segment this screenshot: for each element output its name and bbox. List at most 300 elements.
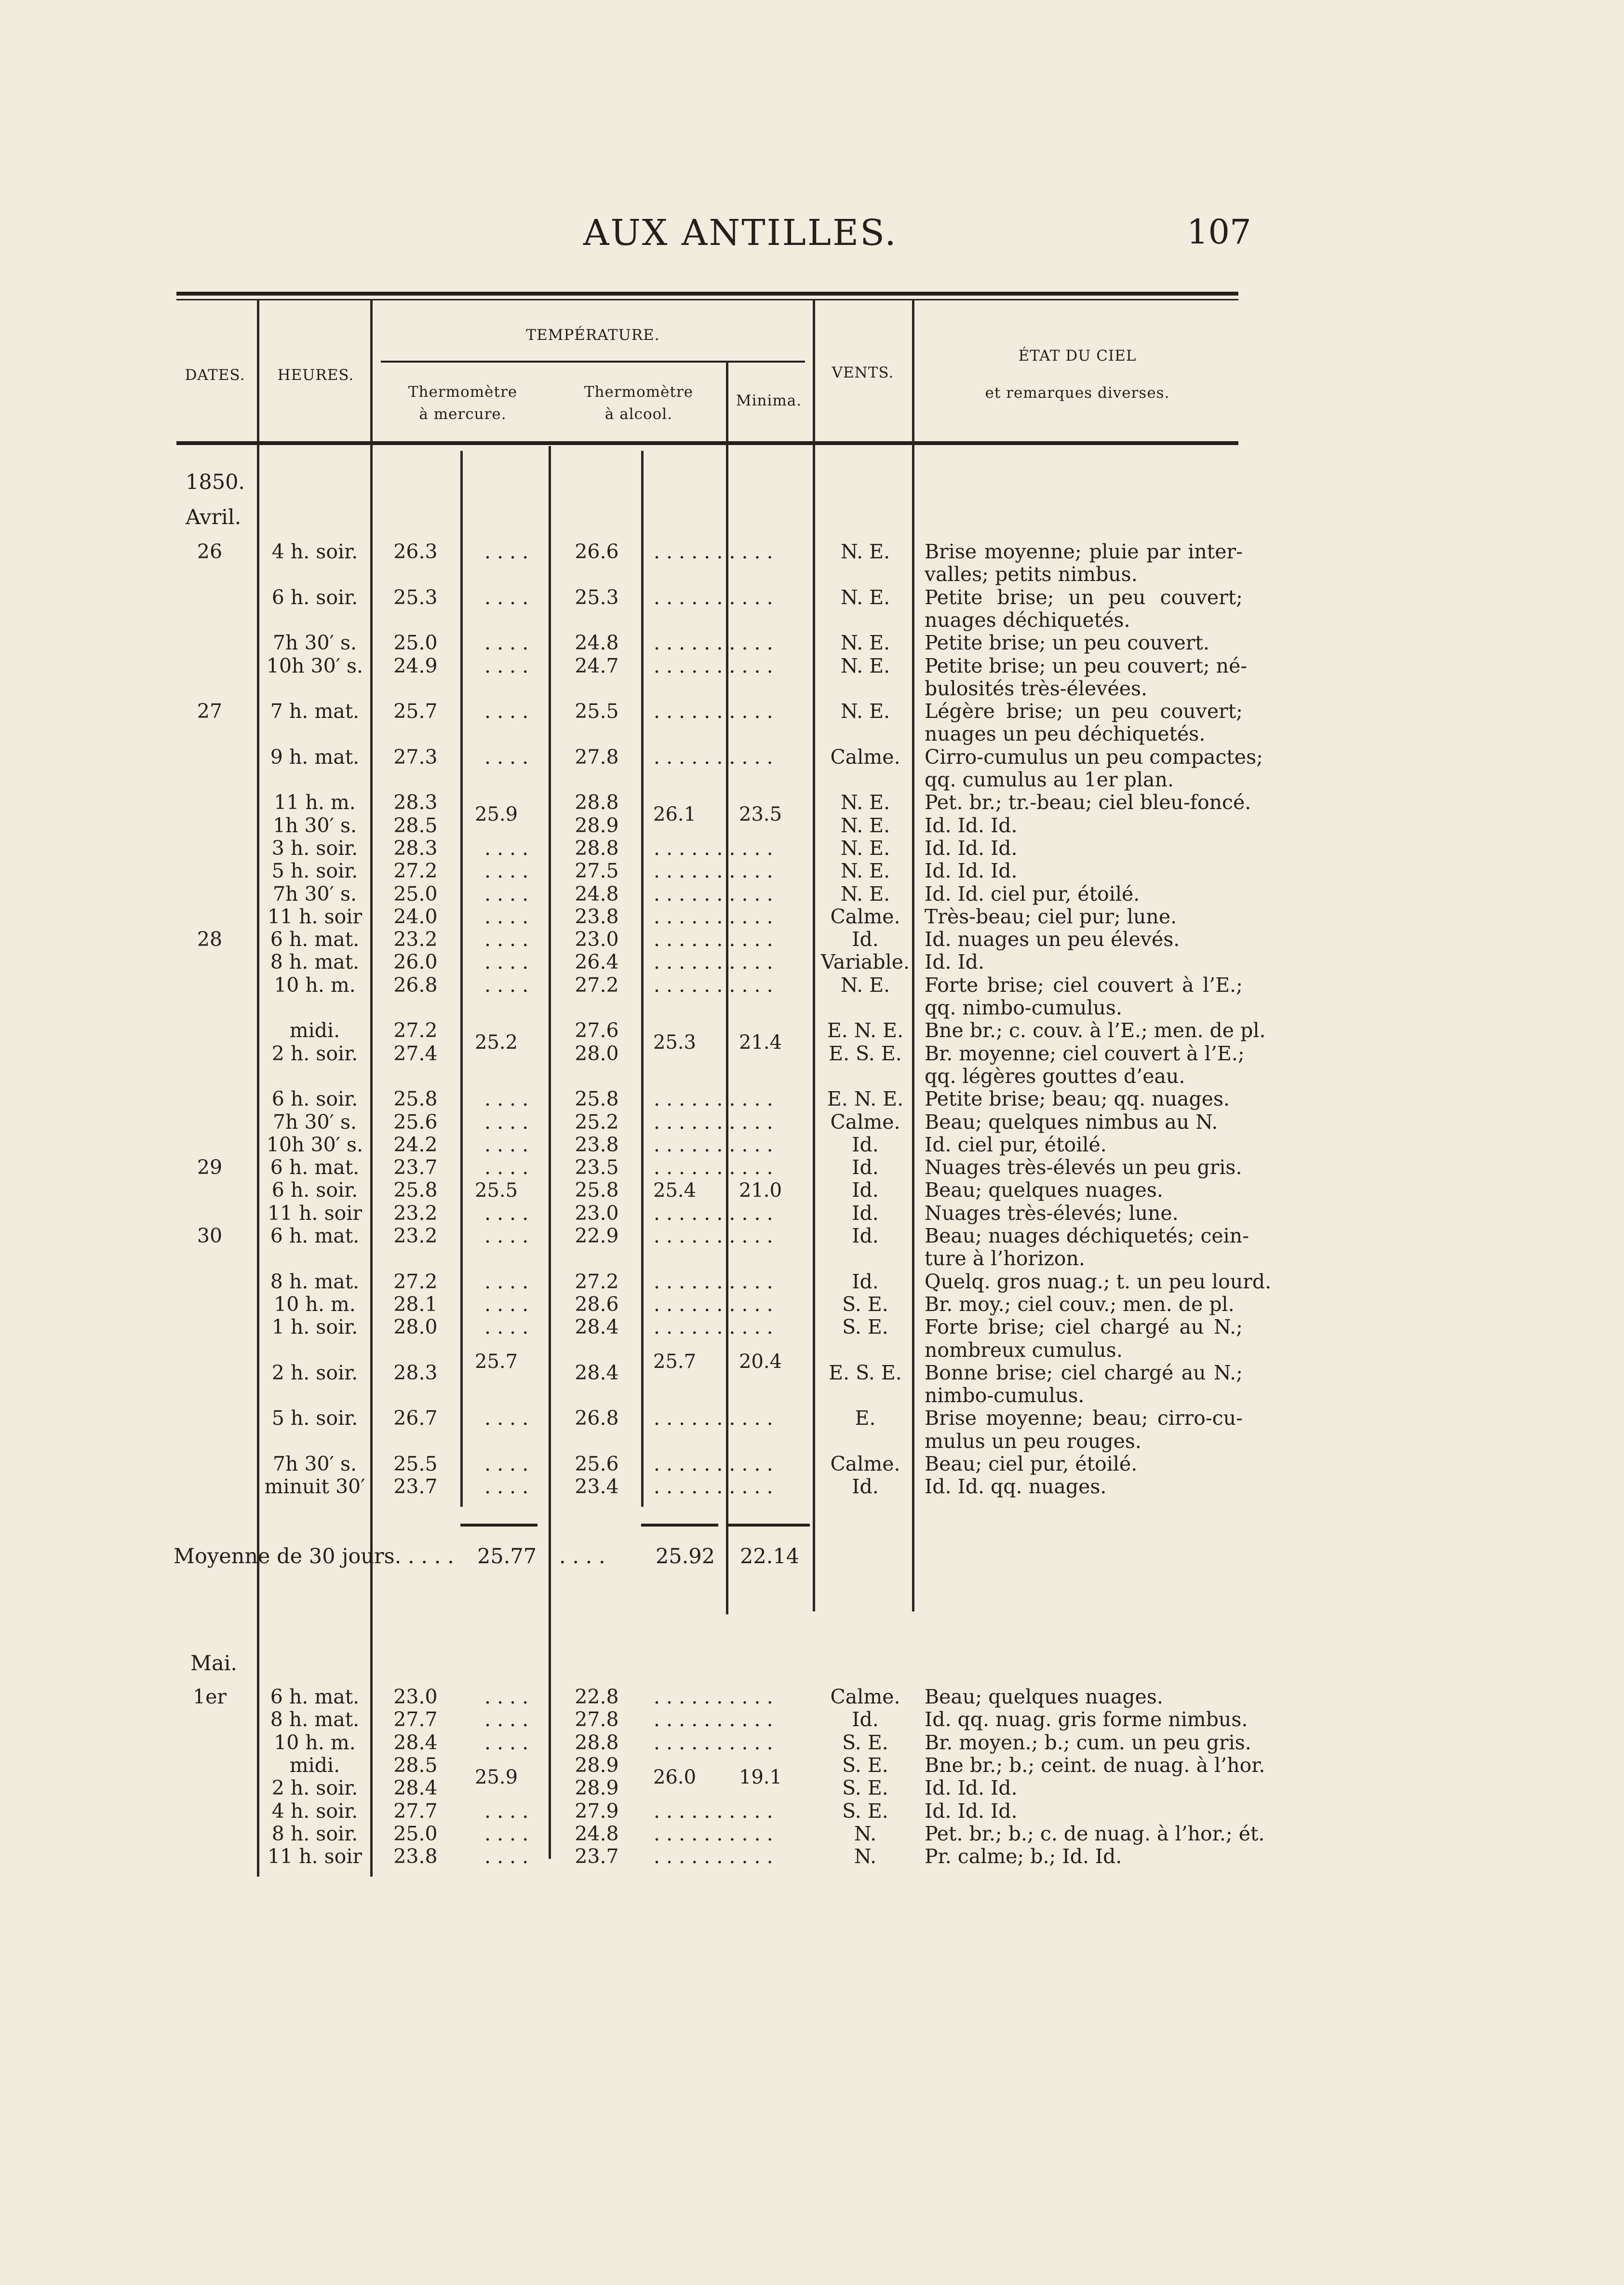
vent-cell: Id.	[852, 1224, 879, 1247]
alcool-cell: 25.6	[575, 1452, 619, 1475]
alcool-cell: 24.8	[575, 1822, 619, 1845]
mercure-cell: 28.1	[393, 1292, 438, 1316]
alcool-dots: . . . . . . . . . .	[654, 631, 773, 655]
remarque-cell: Petite brise; un peu couvert.	[925, 631, 1209, 655]
table-row	[0, 1361, 1624, 1384]
hour-cell: 7 h. mat.	[270, 700, 360, 723]
alcool-cell: 24.8	[575, 631, 619, 655]
vent-cell: N. E.	[840, 836, 890, 860]
alcool-dots: . . . . . . . . . .	[654, 1799, 773, 1823]
mercure-dots: . . . .	[484, 882, 529, 906]
alcool-dots: . . . . . . . . . .	[654, 1708, 773, 1731]
alcool-dots: . . . . . . . . . .	[654, 1475, 773, 1499]
table-row	[0, 722, 1624, 745]
hour-cell: midi.	[289, 1753, 340, 1777]
remarque-cell: qq. légères gouttes d’eau.	[925, 1064, 1185, 1088]
daily-alcool: 25.3	[653, 1031, 697, 1054]
table-row	[0, 745, 1624, 769]
alcool-cell: 27.2	[575, 973, 619, 997]
remarque-cell: ture à l’horizon.	[925, 1247, 1085, 1271]
mercure-dots: . . . .	[484, 1845, 529, 1868]
remarque-cell: Id. Id. Id.	[925, 1799, 1018, 1823]
table-row	[0, 540, 1624, 563]
mercure-dots: . . . .	[484, 1822, 529, 1845]
remarque-cell: Cirro-cumulus un peu compactes;	[925, 745, 1263, 769]
daily-mercure: 25.5	[475, 1179, 518, 1202]
remarque-cell: Pet. br.; tr.-beau; ciel bleu-foncé.	[925, 791, 1251, 814]
daily-minima: 21.0	[739, 1179, 782, 1202]
hour-cell: 2 h. soir.	[271, 1776, 358, 1800]
vent-cell: S. E.	[842, 1315, 888, 1339]
alcool-dots: . . . . . . . . . .	[654, 745, 773, 769]
remarque-cell: Beau; ciel pur, étoilé.	[925, 1452, 1138, 1475]
alcool-cell: 27.5	[575, 859, 619, 883]
alcool-cell: 25.3	[575, 585, 619, 609]
temperature-brace	[381, 361, 805, 363]
alcool-cell: 27.6	[575, 1019, 619, 1042]
alcool-cell: 27.2	[575, 1270, 619, 1293]
table-row	[0, 1708, 1624, 1731]
mercure-dots: . . . .	[484, 836, 529, 860]
remarque-cell: Beau; quelques nimbus au N.	[925, 1110, 1218, 1134]
remarque-cell: Nuages très-élevés un peu gris.	[925, 1156, 1242, 1179]
alcool-dots: . . . . . . . . . .	[654, 928, 773, 951]
remarque-cell: Nuages très-élevés; lune.	[925, 1201, 1179, 1225]
remarque-cell: Bne br.; b.; ceint. de nuag. à l’hor.	[925, 1753, 1265, 1777]
mercure-cell: 27.2	[393, 1019, 438, 1042]
mercure-dots: . . . .	[484, 631, 529, 655]
mercure-cell: 23.2	[393, 928, 438, 951]
remarque-cell: Id. Id. Id.	[925, 836, 1018, 860]
alcool-dots: . . . . . . . . . .	[654, 1731, 773, 1754]
daily-minima: 23.5	[739, 803, 782, 825]
hour-cell: 8 h. soir.	[271, 1822, 358, 1845]
vent-cell: N. E.	[840, 540, 890, 563]
mercure-dots: . . . .	[484, 1685, 529, 1708]
alcool-cell: 25.8	[575, 1178, 619, 1202]
mercure-cell: 23.8	[393, 1845, 438, 1868]
hour-cell: 6 h. soir.	[271, 1087, 358, 1111]
vent-cell: N. E.	[840, 700, 890, 723]
table-row	[0, 1178, 1624, 1202]
mercure-cell: 27.4	[393, 1041, 438, 1065]
col-temperature: TEMPÉRATURE.	[526, 326, 660, 344]
moyenne-rule-mercure	[460, 1524, 537, 1527]
mercure-dots: . . . .	[484, 1799, 529, 1823]
col-etat-2: et remarques diverses.	[985, 384, 1170, 402]
daily-alcool: 26.0	[653, 1766, 697, 1788]
table-row	[0, 1224, 1624, 1247]
mercure-dots: . . . .	[484, 1731, 529, 1754]
col-mercure-2: à mercure.	[419, 406, 507, 423]
alcool-dots: . . . . . . . . . .	[654, 1406, 773, 1430]
alcool-cell: 25.2	[575, 1110, 619, 1134]
alcool-cell: 28.8	[575, 1731, 619, 1754]
table-row	[0, 1156, 1624, 1179]
header-rule	[176, 441, 1238, 445]
mercure-cell: 23.7	[393, 1475, 438, 1499]
vent-cell: Id.	[852, 928, 879, 951]
alcool-dots: . . . . . . . . . .	[654, 1315, 773, 1339]
remarque-cell: bulosités très-élevées.	[925, 676, 1148, 700]
mercure-cell: 23.2	[393, 1201, 438, 1225]
mercure-dots: . . . .	[484, 1708, 529, 1731]
date-cell: 26	[197, 540, 223, 563]
alcool-cell: 23.4	[575, 1475, 619, 1499]
moyenne-label: Moyenne de 30 jours. . . . .	[174, 1544, 454, 1568]
col-alcool-2: à alcool.	[604, 406, 673, 423]
mercure-cell: 27.7	[393, 1799, 438, 1823]
vent-cell: Id.	[852, 1201, 879, 1225]
alcool-dots: . . . . . . . . . .	[654, 905, 773, 928]
alcool-cell: 23.7	[575, 1845, 619, 1868]
remarque-cell: Bonne brise; ciel chargé au N.;	[925, 1361, 1243, 1384]
alcool-dots: . . . . . . . . . .	[654, 1110, 773, 1134]
col-vents: VENTS.	[832, 364, 894, 381]
hour-cell: 6 h. soir.	[271, 1178, 358, 1202]
mercure-cell: 26.7	[393, 1406, 438, 1430]
remarque-cell: Br. moyenne; ciel couvert à l’E.;	[925, 1041, 1245, 1065]
remarque-cell: Id. Id. qq. nuages.	[925, 1475, 1107, 1499]
mercure-cell: 26.0	[393, 950, 438, 974]
table-row	[0, 1754, 1624, 1777]
remarque-cell: Beau; quelques nuages.	[925, 1685, 1163, 1708]
mercure-dots: . . . .	[484, 905, 529, 928]
alcool-cell: 22.8	[575, 1685, 619, 1708]
hour-cell: 4 h. soir.	[271, 1799, 358, 1823]
alcool-cell: 28.8	[575, 836, 619, 860]
alcool-cell: 26.8	[575, 1406, 619, 1430]
alcool-dots: . . . . . . . . . .	[654, 1201, 773, 1225]
hour-cell: 7h 30′ s.	[272, 1452, 357, 1475]
remarque-cell: Bne br.; c. couv. à l’E.; men. de pl.	[925, 1019, 1266, 1042]
table-row	[0, 1133, 1624, 1156]
alcool-cell: 28.9	[575, 813, 619, 837]
mercure-dots: . . . .	[484, 745, 529, 769]
mercure-dots: . . . .	[484, 540, 529, 563]
vent-cell: Id.	[852, 1475, 879, 1499]
vent-cell: Id.	[852, 1708, 879, 1731]
moyenne-dots: . . . .	[559, 1544, 605, 1568]
alcool-cell: 28.6	[575, 1292, 619, 1316]
alcool-dots: . . . . . . . . . .	[654, 654, 773, 677]
vent-cell: Calme.	[830, 1110, 900, 1134]
table-row	[0, 1776, 1624, 1799]
moyenne-alcool: 25.92	[656, 1544, 715, 1568]
mercure-cell: 28.3	[393, 836, 438, 860]
moyenne-minima: 22.14	[740, 1544, 800, 1568]
col-heures: HEURES.	[277, 366, 354, 384]
alcool-cell: 28.0	[575, 1041, 619, 1065]
table-row	[0, 1339, 1624, 1362]
remarque-cell: Id. ciel pur, étoilé.	[925, 1133, 1107, 1156]
alcool-cell: 23.8	[575, 1133, 619, 1156]
table-row	[0, 1430, 1624, 1453]
mercure-cell: 25.6	[393, 1110, 438, 1134]
remarque-cell: nuages déchiquetés.	[925, 608, 1130, 632]
vent-cell: Id.	[852, 1156, 879, 1179]
page-title: AUX ANTILLES.	[583, 212, 898, 254]
vent-cell: N.	[854, 1822, 877, 1845]
remarque-cell: Légère brise; un peu couvert;	[925, 700, 1243, 723]
vent-cell: Id.	[852, 1178, 879, 1202]
moyenne-mercure: 25.77	[477, 1544, 537, 1568]
hour-cell: 6 h. mat.	[270, 1224, 360, 1247]
alcool-dots: . . . . . . . . . .	[654, 700, 773, 723]
col-minima: Minima.	[736, 392, 802, 409]
top-rule	[176, 292, 1238, 296]
remarque-cell: Beau; nuages déchiquetés; cein-	[925, 1224, 1249, 1247]
vent-cell: Variable.	[820, 950, 910, 974]
remarque-cell: Br. moyen.; b.; cum. un peu gris.	[925, 1731, 1251, 1754]
vent-cell: N. E.	[840, 631, 890, 655]
month-label-mai: Mai.	[190, 1651, 238, 1676]
mercure-cell: 23.2	[393, 1224, 438, 1247]
mercure-cell: 28.5	[393, 1753, 438, 1777]
mercure-dots: . . . .	[484, 1087, 529, 1111]
mercure-cell: 25.0	[393, 1822, 438, 1845]
daily-minima: 20.4	[739, 1351, 782, 1373]
table-row	[0, 677, 1624, 700]
hour-cell: 10h 30′ s.	[266, 654, 363, 677]
remarque-cell: Id. Id.	[925, 950, 984, 974]
moyenne-rule-alcool	[641, 1524, 718, 1527]
vent-cell: S. E.	[842, 1731, 888, 1754]
hour-cell: 2 h. soir.	[271, 1041, 358, 1065]
table-row	[0, 563, 1624, 586]
mercure-dots: . . . .	[484, 1224, 529, 1247]
table-row	[0, 928, 1624, 951]
remarque-cell: Forte brise; ciel couvert à l’E.;	[925, 973, 1243, 997]
hour-cell: 6 h. mat.	[270, 1156, 360, 1179]
alcool-cell: 27.8	[575, 745, 619, 769]
vent-cell: N. E.	[840, 791, 890, 814]
alcool-cell: 26.4	[575, 950, 619, 974]
mercure-dots: . . . .	[484, 1133, 529, 1156]
vent-cell: E. S. E.	[829, 1361, 902, 1384]
alcool-dots: . . . . . . . . . .	[654, 1133, 773, 1156]
alcool-dots: . . . . . . . . . .	[654, 1822, 773, 1845]
table-row	[0, 1019, 1624, 1042]
date-cell: 1er	[193, 1685, 227, 1708]
hour-cell: 1h 30′ s.	[272, 813, 357, 837]
table-row	[0, 654, 1624, 677]
alcool-dots: . . . . . . . . . .	[654, 1224, 773, 1247]
vent-cell: N. E.	[840, 813, 890, 837]
daily-mercure: 25.2	[475, 1031, 518, 1054]
table-row	[0, 814, 1624, 837]
remarque-cell: Petite brise; beau; qq. nuages.	[925, 1087, 1230, 1111]
hour-cell: 5 h. soir.	[271, 859, 358, 883]
hour-cell: 8 h. mat.	[270, 1270, 360, 1293]
year-label: 1850.	[186, 470, 245, 494]
table-row	[0, 608, 1624, 632]
alcool-cell: 28.8	[575, 791, 619, 814]
vent-cell: N. E.	[840, 859, 890, 883]
vent-cell: E. N. E.	[827, 1087, 904, 1111]
mercure-cell: 25.0	[393, 631, 438, 655]
hour-cell: 11 h. soir	[267, 905, 362, 928]
mercure-cell: 28.4	[393, 1731, 438, 1754]
remarque-cell: mulus un peu rouges.	[925, 1429, 1141, 1453]
page-header	[0, 212, 1624, 270]
mercure-dots: . . . .	[484, 585, 529, 609]
mercure-dots: . . . .	[484, 1110, 529, 1134]
alcool-dots: . . . . . . . . . .	[654, 1452, 773, 1475]
date-cell: 30	[197, 1224, 223, 1247]
remarque-cell: qq. nimbo-cumulus.	[925, 996, 1122, 1019]
alcool-dots: . . . . . . . . . .	[654, 859, 773, 883]
mercure-cell: 25.8	[393, 1087, 438, 1111]
table-row	[0, 1293, 1624, 1316]
mercure-dots: . . . .	[484, 1475, 529, 1499]
daily-mercure: 25.9	[475, 803, 518, 825]
mercure-dots: . . . .	[484, 1292, 529, 1316]
page-number: 107	[1187, 212, 1251, 252]
mercure-dots: . . . .	[484, 700, 529, 723]
alcool-cell: 28.4	[575, 1361, 619, 1384]
mercure-cell: 28.3	[393, 1361, 438, 1384]
vent-cell: Calme.	[830, 745, 900, 769]
remarque-cell: Id. Id. Id.	[925, 859, 1018, 883]
mercure-cell: 23.7	[393, 1156, 438, 1179]
remarque-cell: Br. moy.; ciel couv.; men. de pl.	[925, 1292, 1235, 1316]
alcool-dots: . . . . . . . . . .	[654, 1685, 773, 1708]
hour-cell: 11 h. soir	[267, 1845, 362, 1868]
mercure-dots: . . . .	[484, 1452, 529, 1475]
mercure-dots: . . . .	[484, 950, 529, 974]
remarque-cell: nimbo-cumulus.	[925, 1384, 1085, 1407]
mercure-cell: 27.7	[393, 1708, 438, 1731]
table-row	[0, 1685, 1624, 1708]
vent-cell: Id.	[852, 1270, 879, 1293]
remarque-cell: qq. cumulus au 1er plan.	[925, 768, 1174, 791]
table-row	[0, 950, 1624, 973]
table-row	[0, 973, 1624, 997]
hour-cell: 6 h. mat.	[270, 1685, 360, 1708]
mercure-cell: 28.0	[393, 1315, 438, 1339]
date-cell: 28	[197, 928, 223, 951]
month-label-avril: Avril.	[186, 505, 242, 529]
table-row	[0, 1087, 1624, 1110]
mercure-cell: 25.8	[393, 1178, 438, 1202]
mercure-dots: . . . .	[484, 1201, 529, 1225]
table-row	[0, 1065, 1624, 1088]
alcool-cell: 23.8	[575, 905, 619, 928]
hour-cell: 10h 30′ s.	[266, 1133, 363, 1156]
alcool-cell: 23.0	[575, 928, 619, 951]
table-row	[0, 905, 1624, 928]
table-row	[0, 1845, 1624, 1868]
remarque-cell: Petite brise; un peu couvert;	[925, 585, 1243, 609]
hour-cell: minuit 30′	[264, 1475, 365, 1499]
alcool-dots: . . . . . . . . . .	[654, 1270, 773, 1293]
mercure-cell: 25.7	[393, 700, 438, 723]
table-row	[0, 1452, 1624, 1475]
table-row	[0, 1042, 1624, 1065]
remarque-cell: Id. Id. Id.	[925, 813, 1018, 837]
table-row	[0, 1315, 1624, 1339]
hour-cell: 9 h. mat.	[270, 745, 360, 769]
mercure-cell: 28.4	[393, 1776, 438, 1800]
moyenne-rule-minima	[728, 1524, 810, 1527]
vent-cell: Calme.	[830, 1685, 900, 1708]
col-mercure-1: Thermomètre	[408, 383, 518, 401]
remarque-cell: Brise moyenne; beau; cirro-cu-	[925, 1406, 1243, 1430]
mercure-cell: 27.3	[393, 745, 438, 769]
date-cell: 29	[197, 1156, 223, 1179]
remarque-cell: Pet. br.; b.; c. de nuag. à l’hor.; ét.	[925, 1822, 1265, 1845]
mercure-dots: . . . .	[484, 1315, 529, 1339]
mercure-dots: . . . .	[484, 1270, 529, 1293]
alcool-cell: 28.9	[575, 1753, 619, 1777]
vent-cell: N. E.	[840, 654, 890, 677]
alcool-cell: 27.8	[575, 1708, 619, 1731]
hour-cell: 7h 30′ s.	[272, 882, 357, 906]
col-etat-1: ÉTAT DU CIEL	[1018, 347, 1137, 365]
remarque-cell: Id. qq. nuag. gris forme nimbus.	[925, 1708, 1248, 1731]
table-row	[0, 1822, 1624, 1845]
alcool-cell: 25.8	[575, 1087, 619, 1111]
mercure-cell: 24.0	[393, 905, 438, 928]
vent-cell: N. E.	[840, 973, 890, 997]
hour-cell: 10 h. m.	[274, 1292, 356, 1316]
remarque-cell: Id. Id. Id.	[925, 1776, 1018, 1800]
vent-cell: N.	[854, 1845, 877, 1868]
hour-cell: 3 h. soir.	[271, 836, 358, 860]
hour-cell: 10 h. m.	[274, 973, 356, 997]
alcool-dots: . . . . . . . . . .	[654, 973, 773, 997]
vent-cell: Id.	[852, 1133, 879, 1156]
daily-alcool: 25.4	[653, 1179, 697, 1202]
table-row	[0, 1110, 1624, 1134]
table-row	[0, 791, 1624, 814]
vent-cell: S. E.	[842, 1753, 888, 1777]
alcool-cell: 28.4	[575, 1315, 619, 1339]
daily-alcool: 25.7	[653, 1351, 697, 1373]
table-row	[0, 1384, 1624, 1407]
mercure-cell: 26.3	[393, 540, 438, 563]
vent-cell: N. E.	[840, 882, 890, 906]
alcool-cell: 27.9	[575, 1799, 619, 1823]
hour-cell: 7h 30′ s.	[272, 1110, 357, 1134]
daily-alcool: 26.1	[653, 803, 697, 825]
mercure-cell: 27.2	[393, 859, 438, 883]
remarque-cell: Id. Id. ciel pur, étoilé.	[925, 882, 1140, 906]
alcool-dots: . . . . . . . . . .	[654, 1087, 773, 1111]
table-row	[0, 1799, 1624, 1823]
mercure-dots: . . . .	[484, 1156, 529, 1179]
table-row	[0, 768, 1624, 791]
vent-cell: Calme.	[830, 1452, 900, 1475]
mercure-cell: 26.8	[393, 973, 438, 997]
vent-cell: E. S. E.	[829, 1041, 902, 1065]
mercure-dots: . . . .	[484, 1406, 529, 1430]
col-alcool-1: Thermomètre	[584, 383, 694, 401]
date-cell: 27	[197, 700, 223, 723]
remarque-cell: Petite brise; un peu couvert; né-	[925, 654, 1248, 677]
alcool-cell: 28.9	[575, 1776, 619, 1800]
alcool-dots: . . . . . . . . . .	[654, 585, 773, 609]
alcool-cell: 24.8	[575, 882, 619, 906]
alcool-dots: . . . . . . . . . .	[654, 836, 773, 860]
table-row	[0, 1731, 1624, 1754]
hour-cell: 5 h. soir.	[271, 1406, 358, 1430]
mercure-cell: 24.9	[393, 654, 438, 677]
remarque-cell: Très-beau; ciel pur; lune.	[925, 905, 1177, 928]
daily-mercure: 25.7	[475, 1351, 518, 1373]
alcool-cell: 23.5	[575, 1156, 619, 1179]
